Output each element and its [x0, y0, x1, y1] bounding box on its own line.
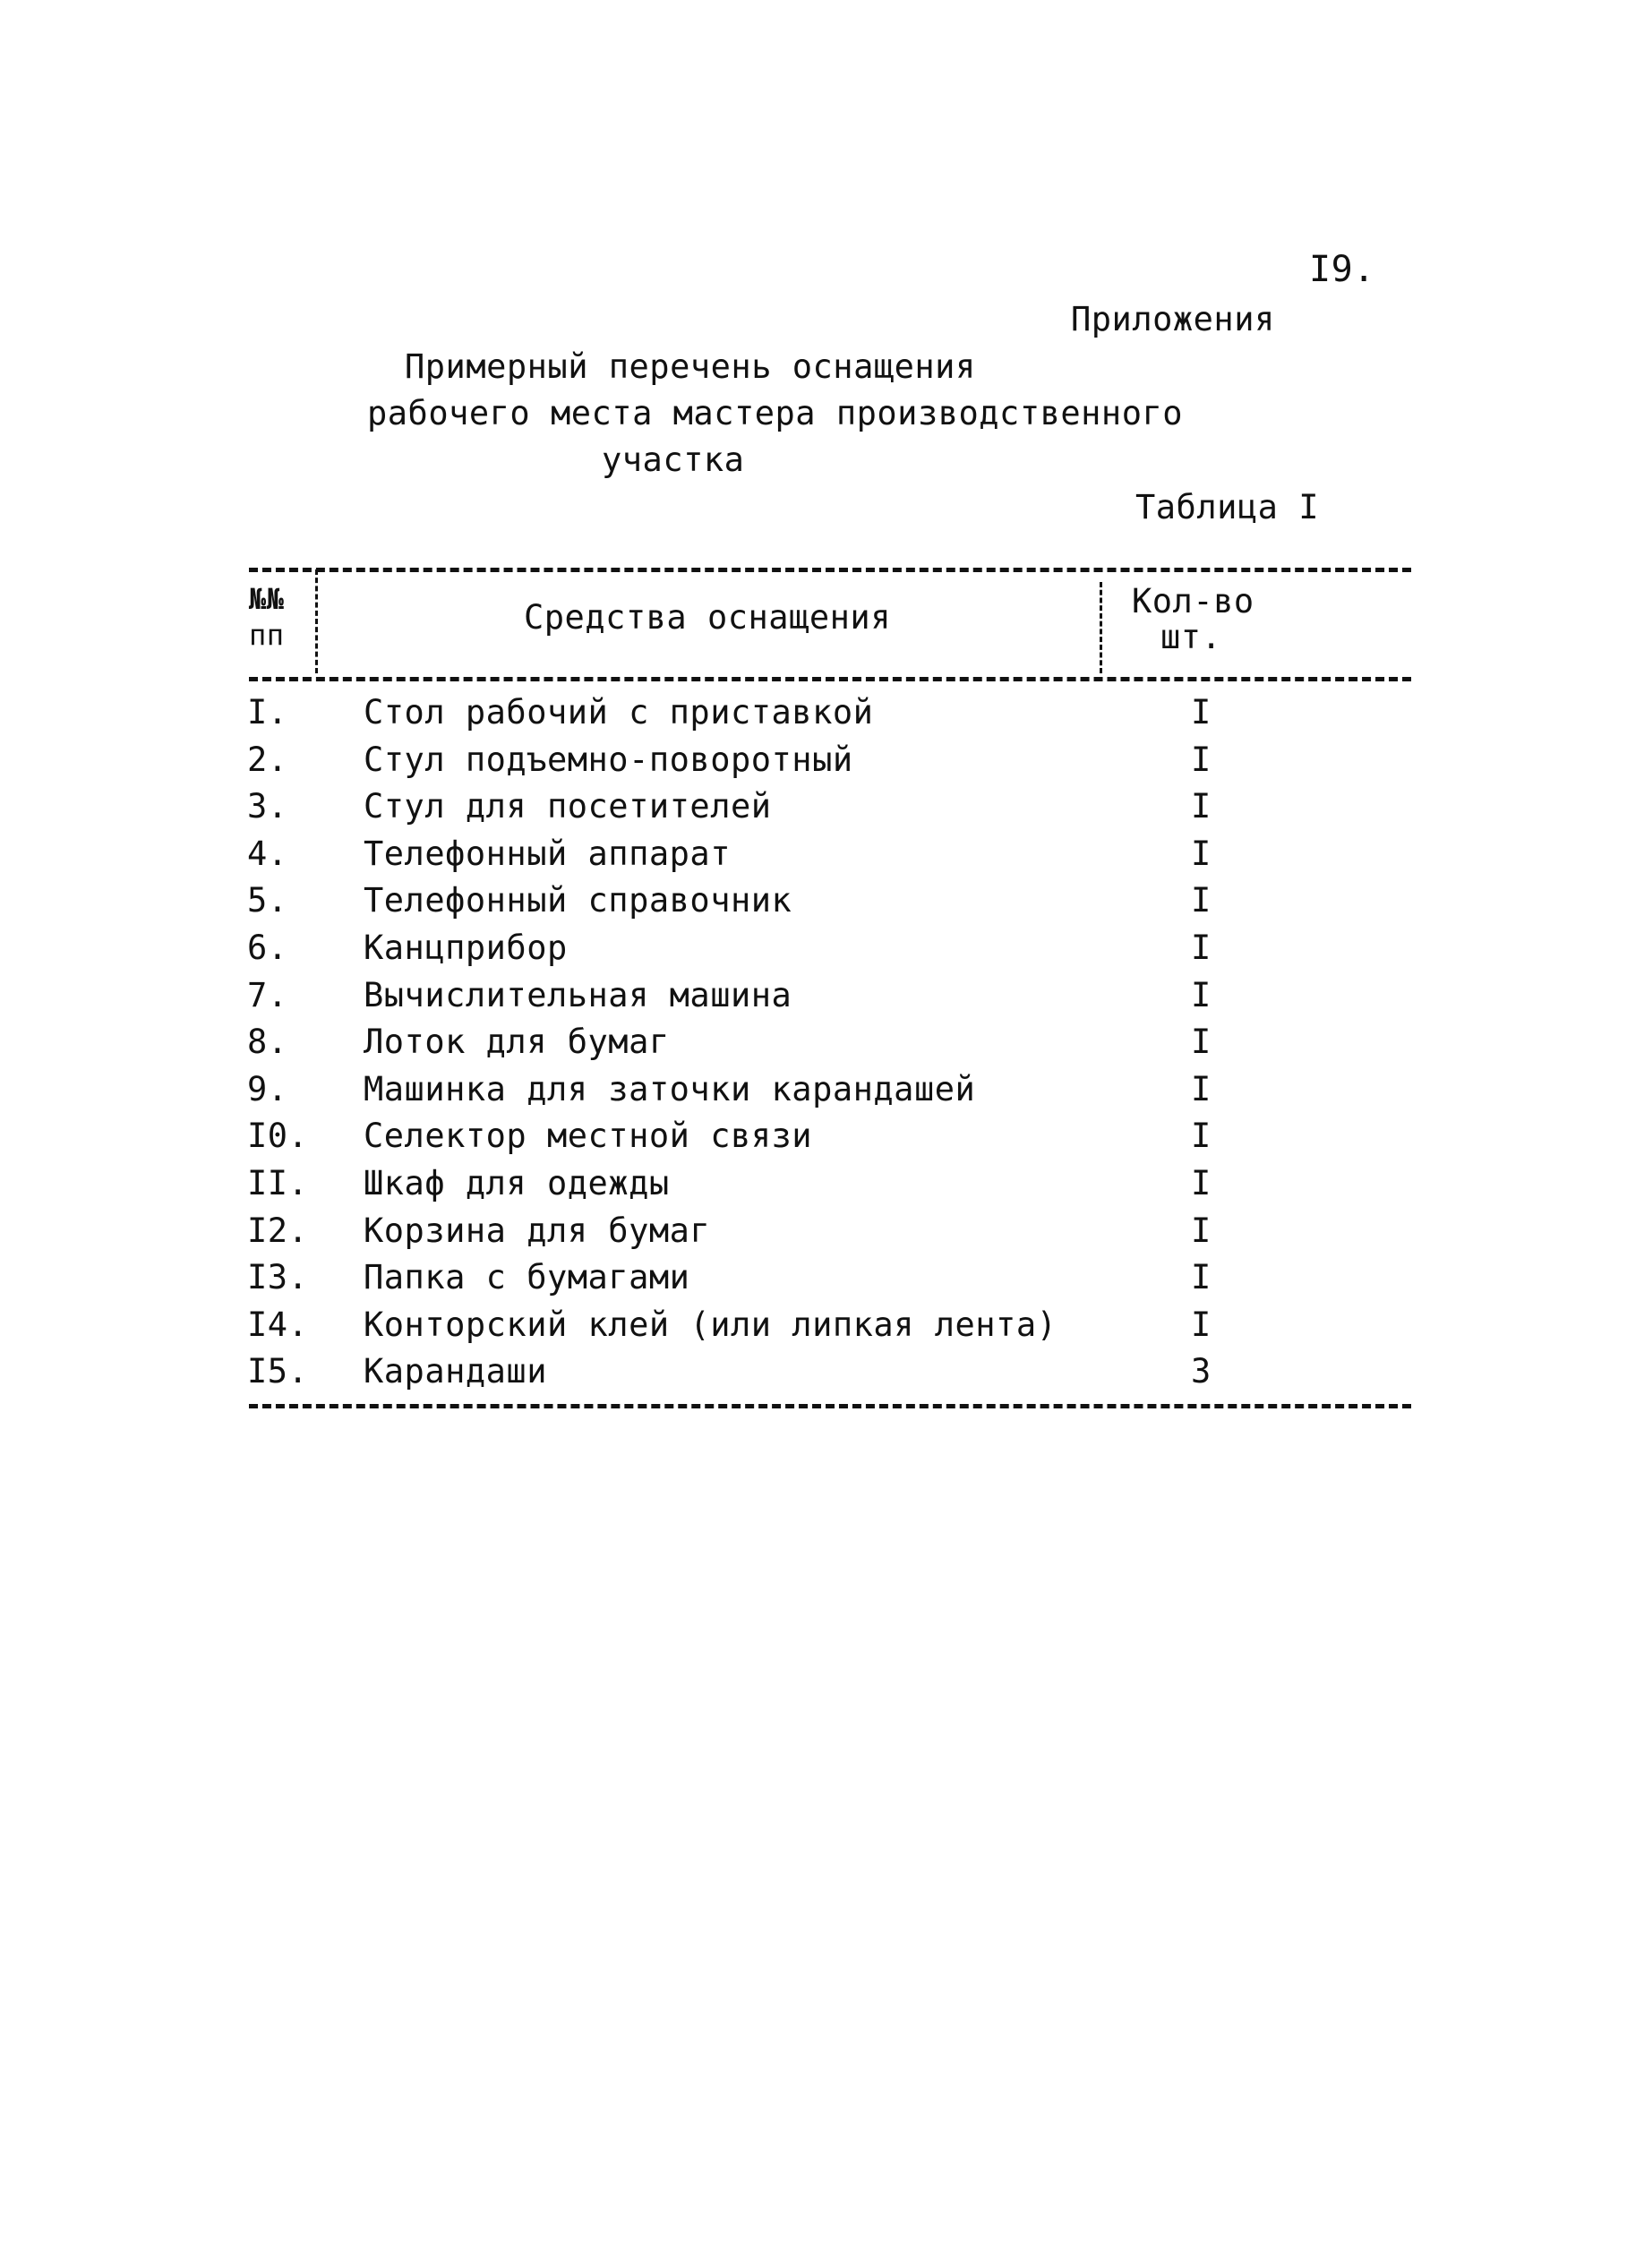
- row-item: Селектор местной связи: [364, 1117, 813, 1156]
- table-row: [0, 737, 1644, 784]
- row-item: Шкаф для одежды: [364, 1163, 670, 1202]
- row-qty: I: [1191, 1211, 1212, 1250]
- table-row: [0, 925, 1644, 972]
- row-qty: I: [1191, 1117, 1212, 1156]
- table-row: [0, 1113, 1644, 1160]
- header-number-line-1: №№: [249, 582, 285, 616]
- header-means: Средства оснащения: [524, 598, 891, 637]
- row-item: Вычислительная машина: [364, 975, 792, 1014]
- row-number: I2.: [247, 1211, 309, 1250]
- row-item: Папка с бумагами: [364, 1258, 690, 1297]
- row-qty: I: [1191, 1163, 1212, 1202]
- row-item: Лоток для бумаг: [364, 1023, 670, 1062]
- table-row: [0, 972, 1644, 1020]
- table-row: [0, 831, 1644, 878]
- row-item: Конторский клей (или липкая лента): [364, 1305, 1057, 1344]
- table-row: [0, 689, 1644, 737]
- row-qty: I: [1191, 787, 1212, 826]
- row-number: II.: [247, 1163, 309, 1202]
- table-row: [0, 1019, 1644, 1066]
- row-number: 8.: [247, 1023, 288, 1062]
- table-row: [0, 1302, 1644, 1349]
- header-bottom-rule: [249, 677, 1411, 681]
- table-row: [0, 1066, 1644, 1114]
- row-item: Телефонный справочник: [364, 881, 792, 920]
- row-qty: I: [1191, 1258, 1212, 1297]
- header-separator-1: [315, 569, 318, 673]
- document-title-line-1: Примерный перечень оснащения: [405, 347, 976, 386]
- row-qty: I: [1191, 834, 1212, 873]
- row-number: 5.: [247, 881, 288, 920]
- header-number-line-2: пп: [249, 618, 285, 652]
- row-qty: I: [1191, 693, 1212, 732]
- row-number: I5.: [247, 1352, 309, 1391]
- table-body: [0, 689, 1644, 1396]
- header-separator-2: [1100, 582, 1102, 673]
- document-title-line-3: участка: [602, 441, 745, 479]
- table-bottom-rule: [249, 1404, 1411, 1408]
- header-qty-line-2: шт.: [1160, 618, 1222, 656]
- row-qty: 3: [1191, 1352, 1212, 1391]
- table-row: [0, 1348, 1644, 1396]
- table-row: [0, 783, 1644, 831]
- row-number: I.: [247, 693, 288, 732]
- table-row: [0, 1160, 1644, 1208]
- row-qty: I: [1191, 881, 1212, 920]
- table-label: Таблица I: [1135, 488, 1319, 526]
- row-item: Машинка для заточки карандашей: [364, 1069, 976, 1108]
- table-top-rule: [249, 568, 1411, 572]
- table-row: [0, 1254, 1644, 1302]
- appendix-label: Приложения: [1071, 300, 1275, 338]
- row-number: 4.: [247, 834, 288, 873]
- row-number: 6.: [247, 928, 288, 967]
- row-number: 9.: [247, 1069, 288, 1108]
- row-item: Стул подъемно-поворотный: [364, 740, 853, 779]
- row-qty: I: [1191, 1023, 1212, 1062]
- table-row: [0, 1208, 1644, 1255]
- row-qty: I: [1191, 1305, 1212, 1344]
- table-row: [0, 877, 1644, 925]
- row-number: I4.: [247, 1305, 309, 1344]
- row-qty: I: [1191, 1069, 1212, 1108]
- row-number: 3.: [247, 787, 288, 826]
- row-item: Канцприбор: [364, 928, 568, 967]
- row-number: 2.: [247, 740, 288, 779]
- row-item: Стол рабочий с приставкой: [364, 693, 874, 732]
- row-qty: I: [1191, 740, 1212, 779]
- row-item: Телефонный аппарат: [364, 834, 731, 873]
- document-title-line-2: рабочего места мастера производственного: [367, 394, 1184, 432]
- page-number: I9.: [1309, 249, 1375, 290]
- header-qty-line-1: Кол-во: [1132, 582, 1254, 620]
- row-qty: I: [1191, 975, 1212, 1014]
- row-item: Карандаши: [364, 1352, 547, 1391]
- row-number: 7.: [247, 975, 288, 1014]
- row-item: Корзина для бумаг: [364, 1211, 711, 1250]
- row-qty: I: [1191, 928, 1212, 967]
- row-item: Стул для посетителей: [364, 787, 772, 826]
- row-number: I3.: [247, 1258, 309, 1297]
- row-number: I0.: [247, 1117, 309, 1156]
